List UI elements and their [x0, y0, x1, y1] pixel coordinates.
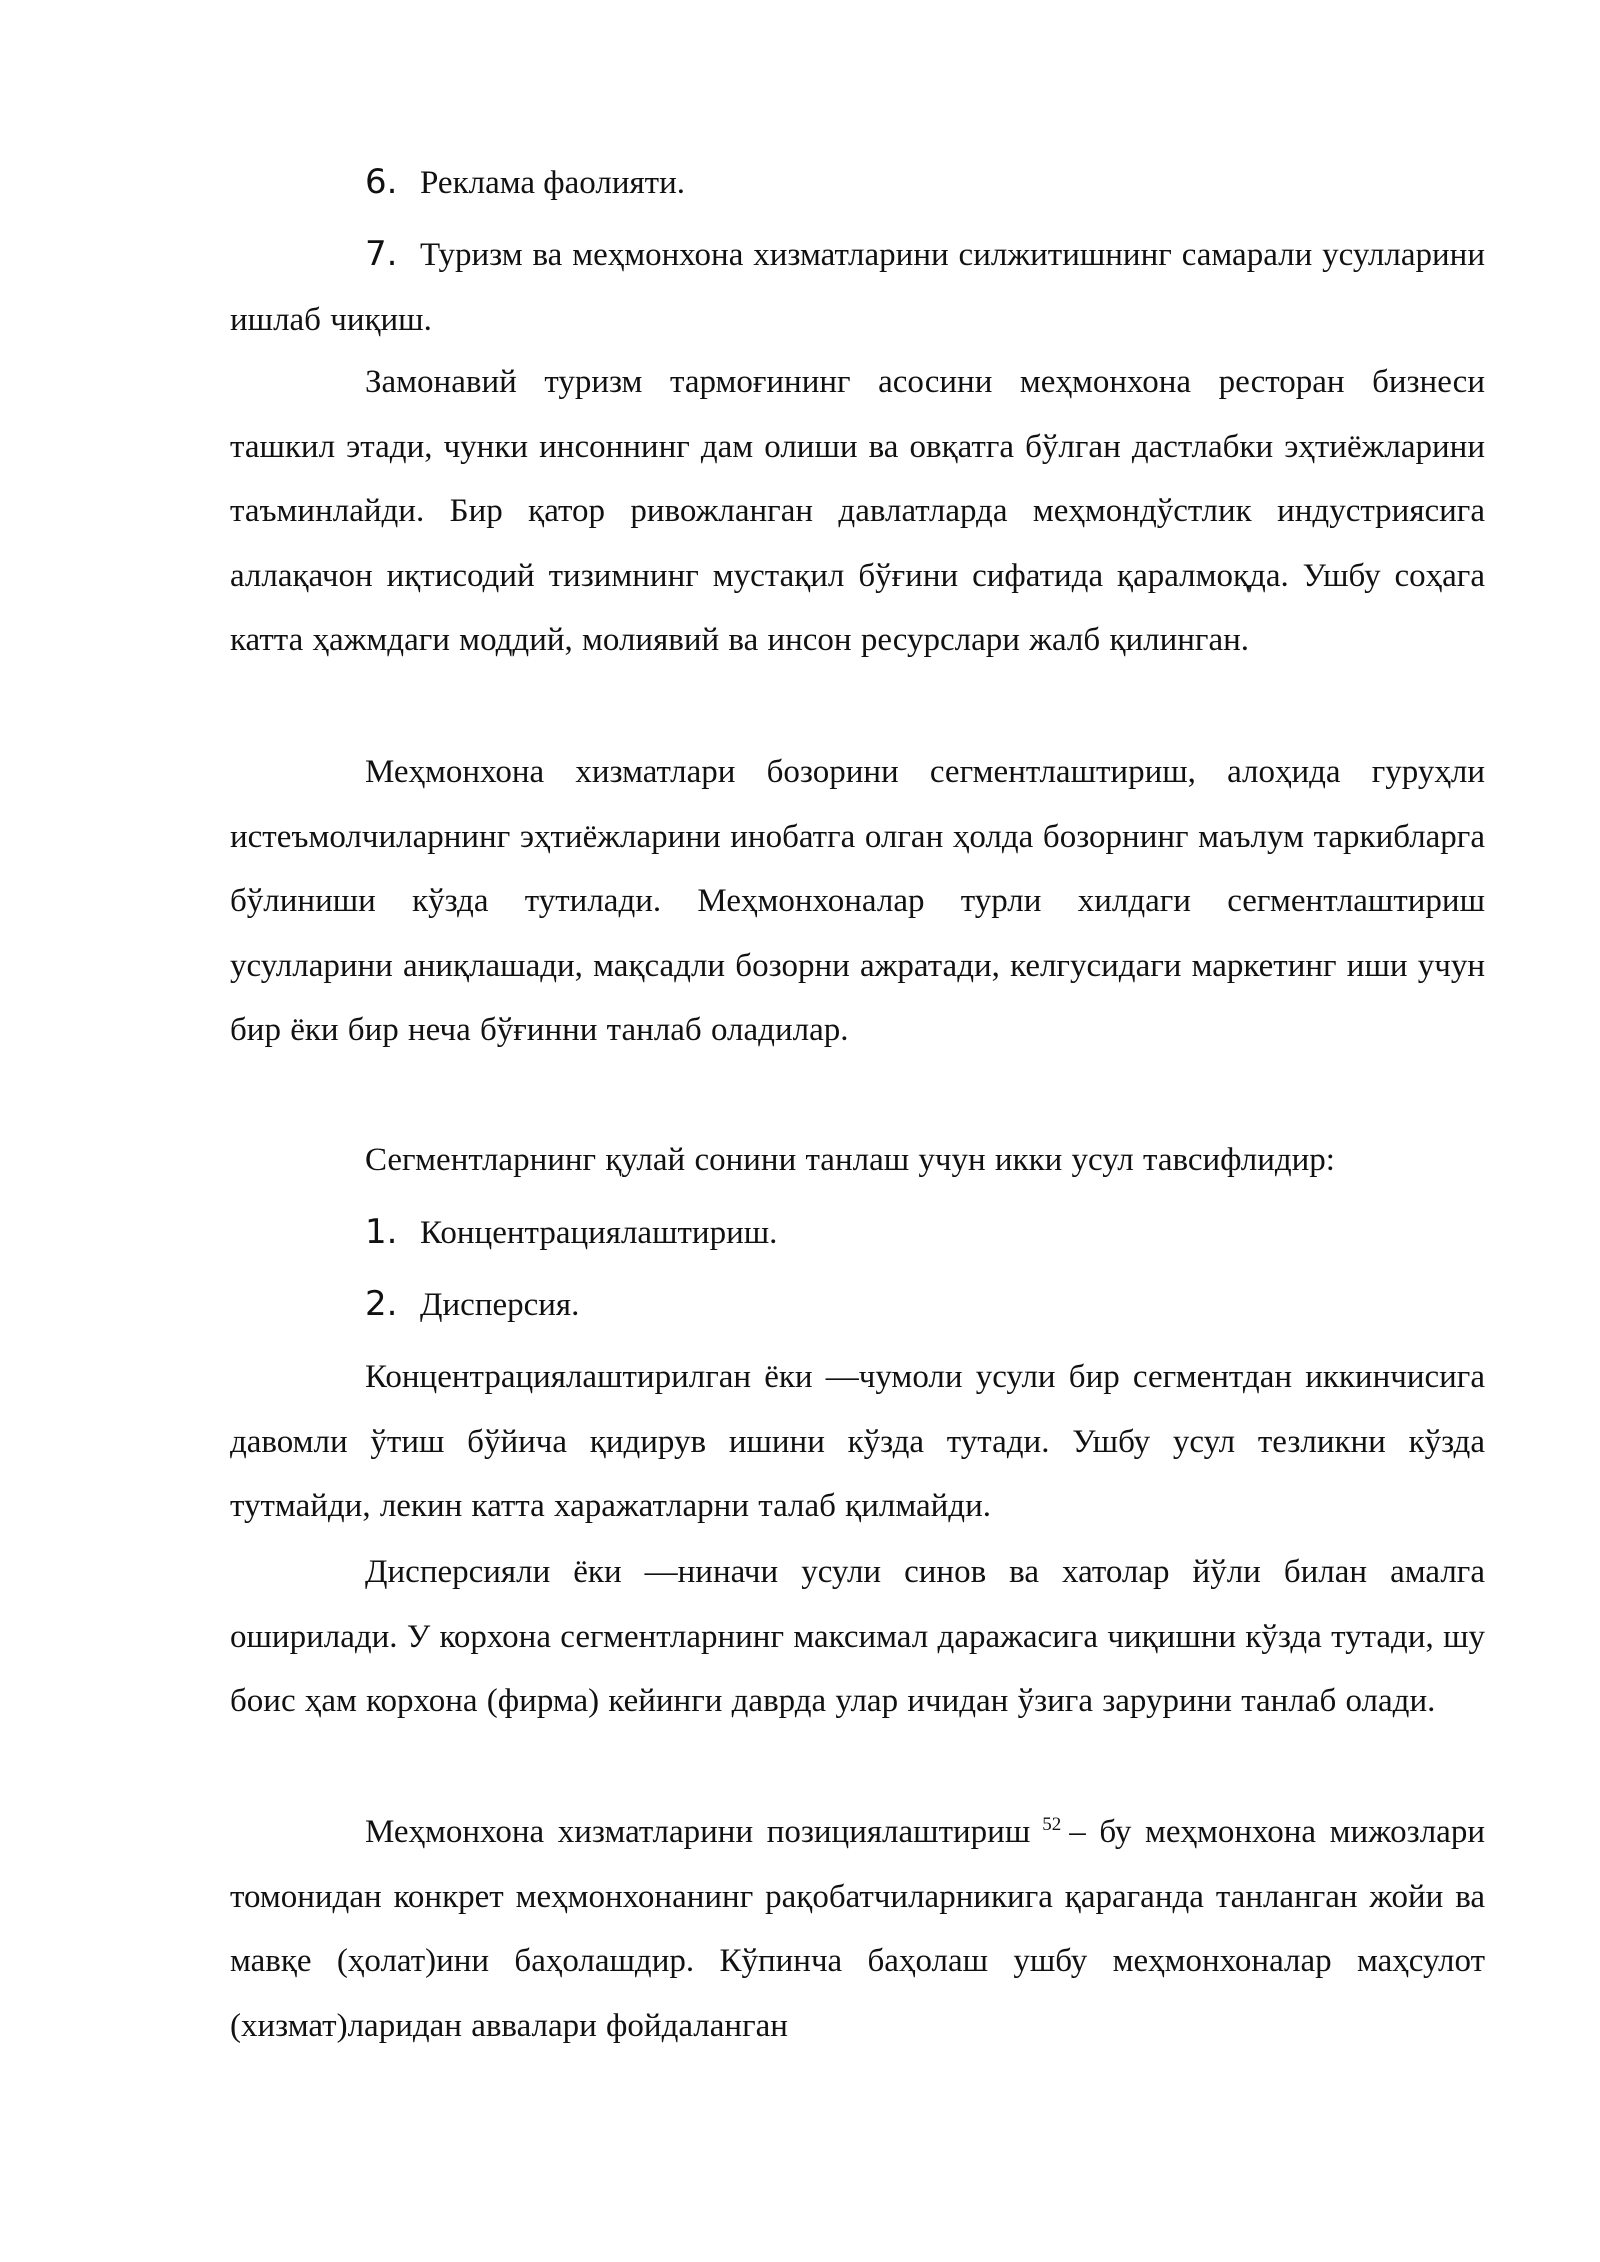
paragraph-dispersion: Дисперсияли ёки ―ниначи усули синов ва хатолар йўли билан амалга оширилади. У корхона сегментларнинг максимал даражасига чиқишни кўзда тутади, шу боис ҳам корхона (фирма) кейинги даврда улар ичидан ўзига зарурини танлаб олади. — [230, 1554, 1485, 1719]
positioning-definition: – бу меҳмонхона мижозлари томонидан конкрет меҳмонхонанинг рақобатчиларникига қараганда танланган жойи ва мавқе (ҳолат)ини баҳолашдир. Кўпинча баҳолаш ушбу меҳмонхоналар маҳсулот (хизмат)ларидан аввалари фойдаланган — [230, 1814, 1485, 2044]
list-item-6 — [365, 150, 685, 216]
list-number: 1. — [365, 1212, 398, 1252]
footnote-marker: 52 — [1042, 1814, 1062, 1835]
paragraph-segmentation: Меҳмонхона хизматлари бозорини сегментлаштириш, алоҳида гуруҳли истеъмолчиларнинг эҳтиёжларини инобатга олган ҳолда бозорнинг маълум таркибларга бўлиниши кўзда тутилади. Меҳмонхоналар турли хилдаги сегментлаштириш усулларини аниқлашади, мақсадли бозорни ажратади, келгусидаги маркетинг иши учун бир ёки бир неча бўғинни танлаб оладилар. — [230, 754, 1485, 1048]
list-item-7 — [230, 222, 1485, 352]
positioning-term: Меҳмонхона хизматларини позициялаштириш — [365, 1814, 1031, 1850]
list-item-text: Дисперсия. — [420, 1287, 580, 1323]
list-item-text: Концентрациялаштириш. — [420, 1215, 778, 1251]
paragraph-tourism-industry: Замонавий туризм тармоғининг асосини меҳмонхона ресторан бизнеси ташкил этади, чунки инсоннинг дам олиши ва овқатга бўлган дастлабки эҳтиёжларини таъминлайди. Бир қатор ривожланган давлатларда меҳмондўстлик индустриясига аллақачон иқтисодий тизимнинг мустақил бўғини сифатида қаралмоқда. Ушбу соҳага катта ҳажмдаги моддий, молиявий ва инсон ресурслари жалб қилинган. — [230, 364, 1485, 658]
list-item-1 — [365, 1200, 777, 1266]
list-item-text: Туризм ва меҳмонхона хизматларини силжитишнинг самарали усулларини ишлаб чиқиш. — [230, 237, 1485, 338]
paragraph-segment-methods: Сегментларнинг қулай сонини танлаш учун икки усул тавсифлидир: — [365, 1142, 1335, 1178]
paragraph-concentration: Концентрациялаштирилган ёки ―чумоли усули бир сегментдан иккинчисига давомли ўтиш бўйича қидирув ишини кўзда тутади. Ушбу усул тезликни кўзда тутмайди, лекин катта харажатларни талаб қилмайди. — [230, 1359, 1485, 1524]
list-number: 6. — [365, 162, 398, 202]
list-item-2 — [365, 1272, 579, 1338]
list-number: 7. — [365, 234, 398, 274]
list-number: 2. — [365, 1284, 398, 1324]
list-item-text: Реклама фаолияти. — [420, 165, 685, 201]
paragraph-positioning — [230, 1800, 1485, 2058]
